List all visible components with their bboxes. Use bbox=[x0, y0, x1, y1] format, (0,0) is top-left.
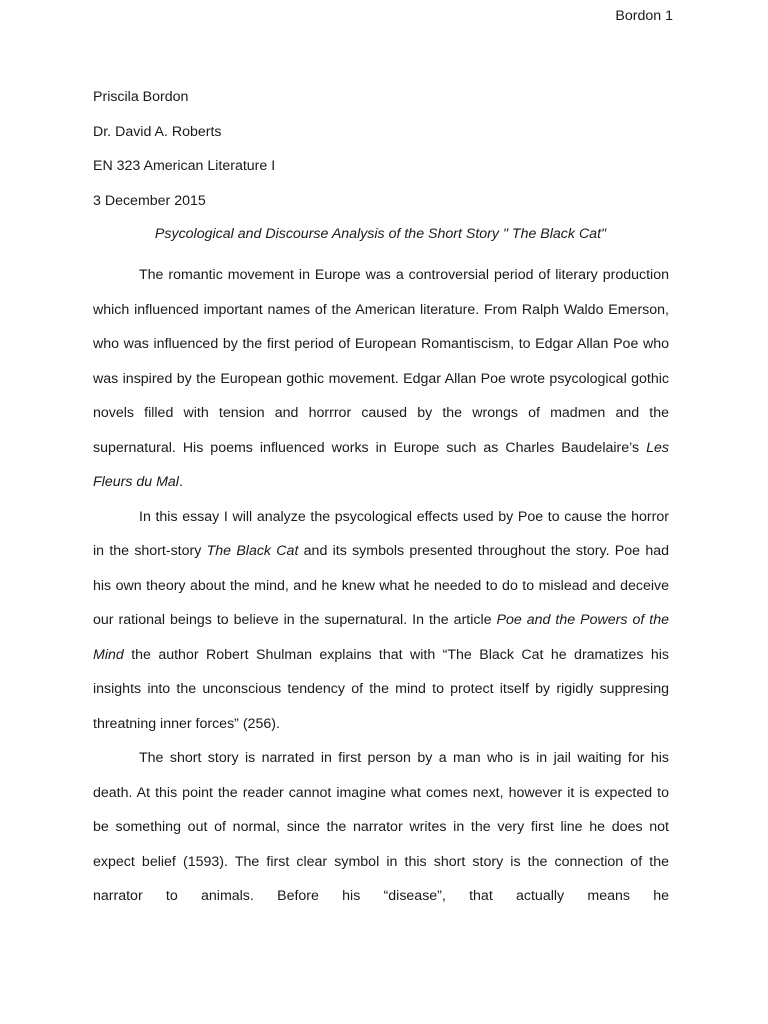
running-header: Bordon 1 bbox=[615, 8, 673, 24]
paragraph-2-text-b: and its symbols presented throughout the story. Poe had his own theory about the mind, and he knew what he needed to do to mislead and deceive our rational beings to believe in the supernatural. In the article bbox=[93, 543, 669, 628]
paragraph-1-end: . bbox=[178, 474, 183, 490]
instructor-name: Dr. David A. Roberts bbox=[93, 123, 222, 140]
story-title-italic: The Black Cat bbox=[206, 543, 299, 559]
paragraph-3: The short story is narrated in first person by a man who is in jail waiting for his death. At this point the reader cannot imagine what comes next, however it is expected to be something out of normal, since the narrator writes in the very first line he does not expect belief (1593). The first clear symbol in this short story is the connection of the narrator to animals. Before his “disease”, that actually means he bbox=[93, 750, 669, 904]
book-title-italic: Les Fleurs du Mal bbox=[93, 439, 669, 490]
paragraph-2-text-a: In this essay I will analyze the psycological effects used by Poe to cause the horror in the short-story bbox=[93, 508, 669, 559]
course-name: EN 323 American Literature I bbox=[93, 158, 276, 174]
paragraph-2 bbox=[93, 500, 669, 742]
essay-title: Psycological and Discourse Analysis of the Short Story " The Black Cat" bbox=[154, 226, 607, 242]
article-title-italic: Poe and the Powers of the Mind bbox=[93, 612, 669, 663]
mla-heading bbox=[93, 88, 275, 226]
essay-body bbox=[93, 258, 669, 914]
paragraph-1-text: The romantic movement in Europe was a controversial period of literary production which influenced important names of the American literature. From Ralph Waldo Emerson, who was influenced by the first period of European Romantiscism, to Edgar Allan Poe who was inspired by the European gothic movement. Edgar Allan Poe wrote psycological gothic novels filled with tension and horrror caused by the wrongs of madmen and the supernatural. His poems influenced works in Europe such as Charles Baudelaire’s bbox=[93, 267, 669, 456]
author-name: Priscila Bordon bbox=[93, 89, 189, 105]
submission-date: 3 December 2015 bbox=[93, 192, 206, 209]
paragraph-1 bbox=[93, 258, 669, 500]
paragraph-2-text-c: the author Robert Shulman explains that with “The Black Cat he dramatizes his insights into the unconscious tendency of the mind to protect itself by rigidly suppresing threatning inner forces” (256). bbox=[93, 646, 669, 732]
